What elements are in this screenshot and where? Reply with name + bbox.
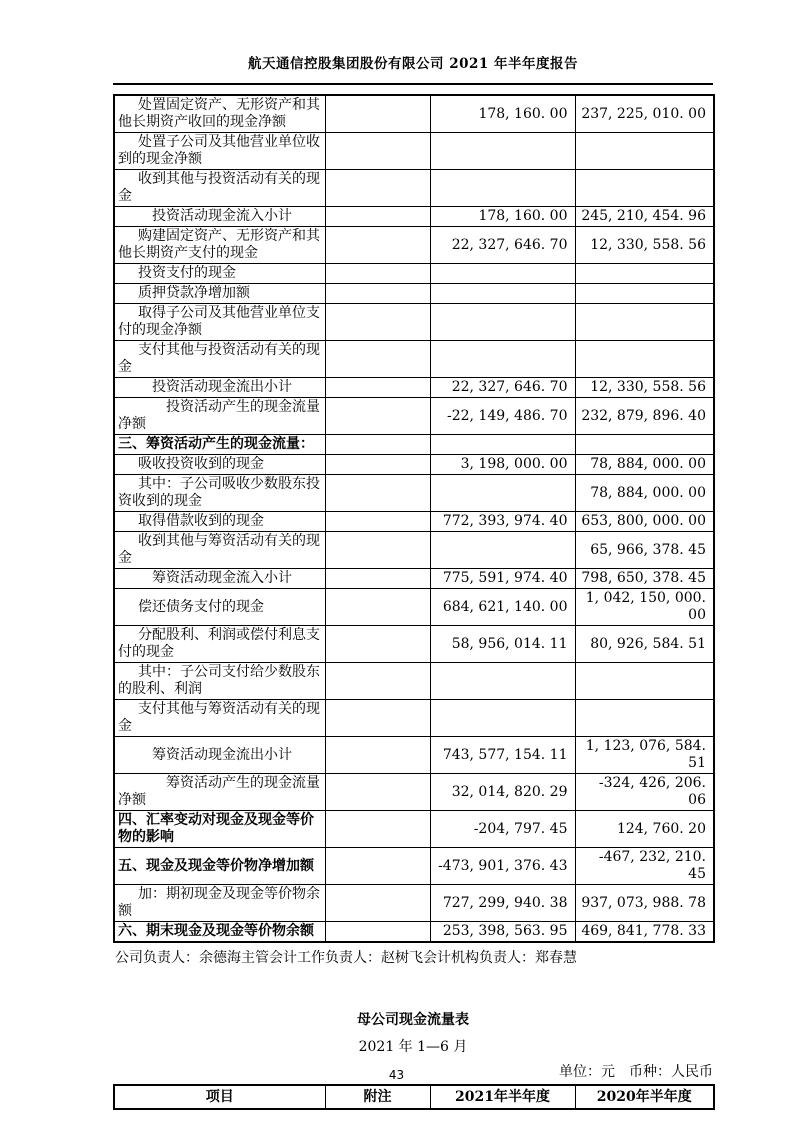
row-label: 收到其他与投资活动有关的现金 <box>114 170 325 207</box>
table-row <box>114 569 714 589</box>
row-value-2021: 32, 014, 820. 29 <box>430 774 575 811</box>
row-value-2020: 937, 073, 988. 78 <box>575 885 714 922</box>
table-row <box>114 398 714 435</box>
row-value-2020 <box>575 170 714 207</box>
row-value-2021: -473, 901, 376. 43 <box>430 848 575 885</box>
row-label: 其中：子公司支付给少数股东的股利、利润 <box>114 663 325 700</box>
table-row <box>114 700 714 737</box>
row-value-2021: -204, 797. 45 <box>430 811 575 848</box>
row-value-2020: 78, 884, 000. 00 <box>575 455 714 475</box>
row-value-2020: 798, 650, 378. 45 <box>575 569 714 589</box>
row-note <box>325 737 430 774</box>
row-label: 筹资活动现金流出小计 <box>114 737 325 774</box>
row-label: 取得子公司及其他营业单位支付的现金净额 <box>114 304 325 341</box>
row-label: 偿还债务支付的现金 <box>114 589 325 626</box>
row-value-2020: 65, 966, 378. 45 <box>575 532 714 569</box>
table-row <box>114 455 714 475</box>
row-value-2021 <box>430 341 575 378</box>
row-note <box>325 848 430 885</box>
row-label: 投资支付的现金 <box>114 264 325 284</box>
table-row <box>114 475 714 512</box>
row-note <box>325 532 430 569</box>
row-value-2021 <box>430 170 575 207</box>
row-note <box>325 264 430 284</box>
row-value-2020: 78, 884, 000. 00 <box>575 475 714 512</box>
row-label: 购建固定资产、无形资产和其他长期资产支付的现金 <box>114 227 325 264</box>
row-value-2020: 469, 841, 778. 33 <box>575 922 714 943</box>
row-label: 处置子公司及其他营业单位收到的现金净额 <box>114 133 325 170</box>
row-note <box>325 569 430 589</box>
row-note <box>325 378 430 398</box>
table-row <box>114 922 714 943</box>
table-row <box>114 378 714 398</box>
row-value-2021: 22, 327, 646. 70 <box>430 378 575 398</box>
row-value-2020: -467, 232, 210. 45 <box>575 848 714 885</box>
row-value-2021: 22, 327, 646. 70 <box>430 227 575 264</box>
row-value-2020: 232, 879, 896. 40 <box>575 398 714 435</box>
table-row <box>114 626 714 663</box>
table-row <box>114 512 714 532</box>
row-note <box>325 922 430 943</box>
row-value-2021: -22, 149, 486. 70 <box>430 398 575 435</box>
row-note <box>325 398 430 435</box>
row-note <box>325 435 430 455</box>
row-value-2020: -324, 426, 206. 06 <box>575 774 714 811</box>
row-label: 四、汇率变动对现金及现金等价物的影响 <box>114 811 325 848</box>
column-header-2020: 2020年半年度 <box>575 1085 714 1109</box>
row-label: 支付其他与筹资活动有关的现金 <box>114 700 325 737</box>
table-row <box>114 532 714 569</box>
row-label: 支付其他与投资活动有关的现金 <box>114 341 325 378</box>
row-label: 处置固定资产、无形资产和其他长期资产收回的现金净额 <box>114 95 325 133</box>
table-row <box>114 435 714 455</box>
table-row <box>114 304 714 341</box>
row-value-2020 <box>575 304 714 341</box>
row-label: 取得借款收到的现金 <box>114 512 325 532</box>
row-note <box>325 227 430 264</box>
row-value-2021 <box>430 532 575 569</box>
page-header-title: 航天通信控股集团股份有限公司 2021 年半年度报告 <box>248 56 578 72</box>
row-value-2021: 772, 393, 974. 40 <box>430 512 575 532</box>
row-value-2020 <box>575 435 714 455</box>
row-value-2020: 237, 225, 010. 00 <box>575 95 714 133</box>
row-value-2020: 1, 123, 076, 584. 51 <box>575 737 714 774</box>
parent-cash-flow-table <box>113 1084 715 1110</box>
row-value-2021: 253, 398, 563. 95 <box>430 922 575 943</box>
row-value-2020 <box>575 133 714 170</box>
row-note <box>325 475 430 512</box>
row-label: 筹资活动现金流入小计 <box>114 569 325 589</box>
row-label: 吸收投资收到的现金 <box>114 455 325 475</box>
row-value-2020 <box>575 341 714 378</box>
table-row <box>114 284 714 304</box>
row-note <box>325 663 430 700</box>
row-note <box>325 95 430 133</box>
row-value-2020: 653, 800, 000. 00 <box>575 512 714 532</box>
row-value-2021 <box>430 284 575 304</box>
row-note <box>325 455 430 475</box>
unit-currency-line: 单位：元 币种：人民币 <box>559 1064 713 1080</box>
row-value-2021 <box>430 700 575 737</box>
row-label: 五、现金及现金等价物净增加额 <box>114 848 325 885</box>
row-note <box>325 207 430 227</box>
row-value-2020: 1, 042, 150, 000. 00 <box>575 589 714 626</box>
parent-table-title: 母公司现金流量表 <box>357 1012 469 1028</box>
row-value-2021 <box>430 304 575 341</box>
row-value-2020 <box>575 700 714 737</box>
table-row <box>114 811 714 848</box>
table-row <box>114 95 714 133</box>
column-header-note: 附注 <box>325 1085 430 1109</box>
table-row <box>114 227 714 264</box>
row-note <box>325 626 430 663</box>
table-row <box>114 170 714 207</box>
row-value-2020 <box>575 663 714 700</box>
row-value-2020: 12, 330, 558. 56 <box>575 227 714 264</box>
row-note <box>325 700 430 737</box>
row-value-2021: 178, 160. 00 <box>430 95 575 133</box>
table-row <box>114 737 714 774</box>
table-row <box>114 774 714 811</box>
row-value-2021: 178, 160. 00 <box>430 207 575 227</box>
table-row <box>114 663 714 700</box>
row-note <box>325 885 430 922</box>
table-row <box>114 848 714 885</box>
row-value-2021: 775, 591, 974. 40 <box>430 569 575 589</box>
row-note <box>325 512 430 532</box>
row-value-2021: 684, 621, 140. 00 <box>430 589 575 626</box>
parent-table-period: 2021 年 1—6 月 <box>358 1039 468 1055</box>
row-note <box>325 133 430 170</box>
row-label: 质押贷款净增加额 <box>114 284 325 304</box>
row-value-2021 <box>430 435 575 455</box>
table-header-row <box>114 1085 714 1109</box>
row-value-2021: 58, 956, 014. 11 <box>430 626 575 663</box>
row-value-2021 <box>430 264 575 284</box>
row-label: 投资活动现金流出小计 <box>114 378 325 398</box>
row-label: 收到其他与筹资活动有关的现金 <box>114 532 325 569</box>
row-label: 筹资活动产生的现金流量净额 <box>114 774 325 811</box>
row-value-2021: 3, 198, 000. 00 <box>430 455 575 475</box>
column-header-2021: 2021年半年度 <box>430 1085 575 1109</box>
table-row <box>114 589 714 626</box>
row-value-2021: 743, 577, 154. 11 <box>430 737 575 774</box>
row-value-2021 <box>430 663 575 700</box>
header-divider <box>113 83 713 85</box>
table-row <box>114 207 714 227</box>
consolidated-cash-flow-table <box>113 94 715 943</box>
row-label: 投资活动现金流入小计 <box>114 207 325 227</box>
row-value-2020: 80, 926, 584. 51 <box>575 626 714 663</box>
row-value-2020 <box>575 264 714 284</box>
table-row <box>114 341 714 378</box>
row-label: 三、筹资活动产生的现金流量： <box>114 435 325 455</box>
row-note <box>325 341 430 378</box>
table-row <box>114 264 714 284</box>
row-value-2020: 12, 330, 558. 56 <box>575 378 714 398</box>
row-label: 分配股利、利润或偿付利息支付的现金 <box>114 626 325 663</box>
row-label: 其中：子公司吸收少数股东投资收到的现金 <box>114 475 325 512</box>
table-row <box>114 885 714 922</box>
row-value-2020: 245, 210, 454. 96 <box>575 207 714 227</box>
responsible-persons-line: 公司负责人：余德海主管会计工作负责人：赵树飞会计机构负责人：郑春慧 <box>115 950 577 966</box>
row-value-2020 <box>575 284 714 304</box>
column-header-item: 项目 <box>114 1085 325 1109</box>
row-value-2020: 124, 760. 20 <box>575 811 714 848</box>
row-note <box>325 170 430 207</box>
row-label: 六、期末现金及现金等价物余额 <box>114 922 325 943</box>
row-value-2021 <box>430 133 575 170</box>
table-row <box>114 133 714 170</box>
page-number: 43 <box>388 1068 405 1082</box>
row-note <box>325 304 430 341</box>
row-value-2021 <box>430 475 575 512</box>
row-note <box>325 589 430 626</box>
row-label: 加：期初现金及现金等价物余额 <box>114 885 325 922</box>
row-note <box>325 811 430 848</box>
row-label: 投资活动产生的现金流量净额 <box>114 398 325 435</box>
row-note <box>325 284 430 304</box>
row-value-2021: 727, 299, 940. 38 <box>430 885 575 922</box>
row-note <box>325 774 430 811</box>
